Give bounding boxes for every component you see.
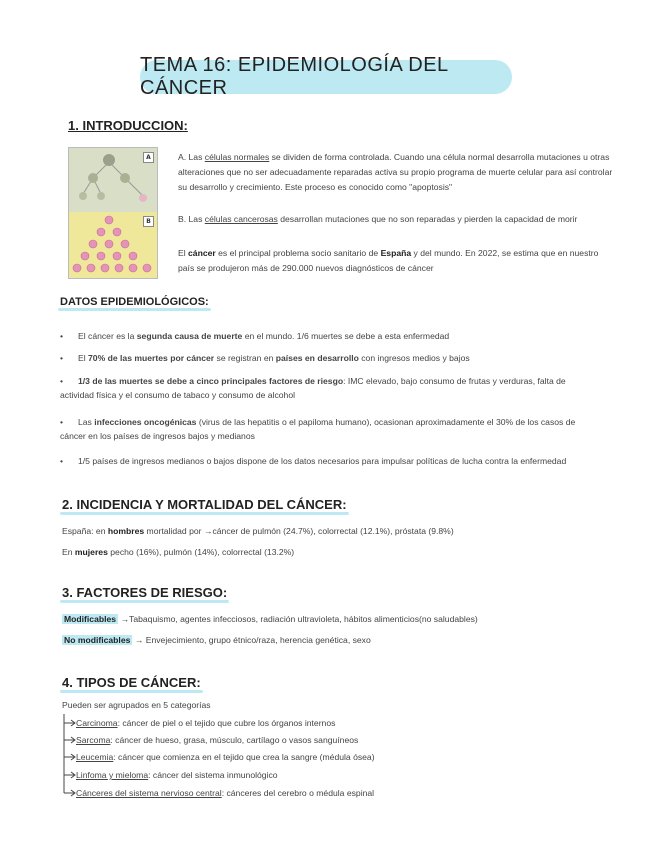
text: pecho (16%), pulmón (14%), colorrectal (13.2%)	[107, 547, 295, 557]
heading-text: 3. FACTORES DE RIESGO:	[62, 585, 228, 600]
bullet-dot: •	[60, 456, 64, 466]
para-a-underlined: células normales	[204, 152, 270, 162]
tipo-item-linfoma	[76, 769, 278, 782]
bullet-item	[60, 374, 600, 402]
factores-modificables-line	[62, 612, 478, 627]
tipos-intro: Pueden ser agrupados en 5 categorías	[62, 700, 211, 710]
modificables-label: Modificables	[64, 614, 117, 624]
text: En	[62, 547, 75, 557]
text: se registran en	[214, 353, 276, 363]
section-heading-tipos	[62, 675, 201, 690]
tipo-name: Carcinoma	[76, 718, 118, 728]
bullet-dot: •	[60, 331, 64, 341]
text: → Envejecimiento, grupo étnico/raza, herencia genética, sexo	[132, 635, 371, 645]
heading-text: 2. INCIDENCIA Y MORTALIDAD DEL CÁNCER:	[62, 497, 347, 512]
intro-paragraph-a	[178, 150, 614, 195]
tipo-desc: : cáncer de hueso, grasa, músculo, cartílago o vasos sanguíneos	[110, 735, 359, 745]
heading-text: 1. INTRODUCCION:	[68, 118, 188, 133]
para-b-rest: desarrollan mutaciones que no son reparadas y pierden la capacidad de morir	[277, 214, 578, 224]
bold-text: 1/3 de las muertes se debe a cinco principales factores de riesgo	[78, 376, 344, 386]
tipo-desc: : cánceres del cerebro o médula espinal	[221, 788, 375, 798]
text: 1/5 países de ingresos medianos o bajos dispone de los datos necesarios para impulsar políticas de lucha contra la enfermedad	[78, 456, 567, 466]
intro-paragraph-c	[178, 246, 614, 276]
text: en el mundo. 1/6 muertes se debe a esta enfermedad	[242, 331, 450, 341]
tipo-item-snc	[76, 787, 374, 800]
bold-text: segunda causa de muerte	[136, 331, 243, 341]
incidencia-mujeres-line	[62, 545, 294, 560]
text: Las	[78, 417, 95, 427]
tipo-item-leucemia	[76, 751, 375, 764]
bold-text: mujeres	[74, 547, 108, 557]
text: El cáncer es la	[78, 331, 137, 341]
bold-text: infecciones oncogénicas	[94, 417, 197, 427]
cell-division-illustration	[68, 147, 158, 279]
para-b-underlined: células cancerosas	[204, 214, 278, 224]
para-a-prefix: A. Las	[178, 152, 205, 162]
para-c-3: y del mundo. En 2022, se estima que en nuestro país se produjeron más de 290.000 nuevos diagnósticos de cáncer	[178, 248, 599, 273]
page-title: TEMA 16: EPIDEMIOLOGÍA DEL CÁNCER	[140, 60, 512, 94]
para-c-2: es el principal problema socio sanitario de	[215, 248, 381, 258]
text: mortalidad por →cáncer de pulmón (24.7%), colorrectal (12.1%), próstata (9.8%)	[144, 526, 454, 536]
normal-cells-panel	[69, 148, 157, 212]
intro-paragraph-b	[178, 212, 614, 227]
tipo-item-carcinoma	[76, 717, 335, 730]
bullet-dot: •	[60, 376, 64, 386]
text: España: en	[62, 526, 108, 536]
label-a: A	[143, 152, 154, 163]
tipo-name: Cánceres del sistema nervioso central	[76, 788, 222, 798]
heading-text: 4. TIPOS DE CÁNCER:	[62, 675, 201, 690]
tipo-desc: : cáncer que comienza en el tejido que crea la sangre (médula ósea)	[113, 752, 375, 762]
tipo-name: Sarcoma	[76, 735, 111, 745]
text: El	[78, 353, 89, 363]
tipo-name: Linfoma y mieloma	[76, 770, 149, 780]
text: con ingresos medios y bajos	[358, 353, 470, 363]
para-c-bold-cancer: cáncer	[188, 248, 216, 258]
bullet-item	[60, 415, 600, 443]
section-heading-introduccion	[68, 118, 188, 133]
section-heading-datos	[60, 296, 209, 308]
label-b: B	[143, 216, 154, 227]
bold-text: hombres	[107, 526, 145, 536]
para-b-prefix: B. Las	[178, 214, 205, 224]
text: →Tabaquismo, agentes infecciosos, radiación ultravioleta, hábitos alimenticios(no saludables)	[118, 614, 478, 624]
bullet-dot: •	[60, 353, 64, 363]
text: : IMC elevado, bajo consumo de frutas y verduras, falta de actividad física y el consumo de tabaco y consumo de alcohol	[60, 376, 566, 400]
no-modificables-label: No modificables	[64, 635, 131, 645]
incidencia-hombres-line	[62, 524, 454, 539]
tipo-item-sarcoma	[76, 734, 358, 747]
tipo-name: Leucemia	[76, 752, 114, 762]
bullet-item	[60, 329, 600, 343]
bold-text: 70% de las muertes por cáncer	[88, 353, 215, 363]
factores-no-modificables-line	[62, 633, 371, 648]
para-c-bold-espana: España	[380, 248, 412, 258]
bullet-dot: •	[60, 417, 64, 427]
text: (virus de las hepatitis o el papiloma humano), ocasionan aproximadamente el 30% de los casos de cáncer en los países de ingresos bajos y medianos	[60, 417, 576, 441]
section-heading-factores	[62, 585, 227, 600]
bold-text: países en desarrollo	[275, 353, 359, 363]
para-a-rest: se dividen de forma controlada. Cuando una célula normal desarrolla mutaciones u otras alteraciones que no ser adecuadamente reparadas activa su propio programa de muerte celular para así controlar su desarrollo y crecimiento. Este proceso es conocido como "apoptosis"	[178, 152, 613, 192]
bullet-item	[60, 351, 600, 365]
bullet-item	[60, 454, 600, 468]
heading-text: DATOS EPIDEMIOLÓGICOS:	[60, 296, 209, 308]
section-heading-incidencia	[62, 497, 347, 512]
cancer-cells-panel	[69, 212, 157, 278]
tipo-desc: : cáncer de piel o el tejido que cubre los órganos internos	[117, 718, 336, 728]
para-c-1: El	[178, 248, 189, 258]
tipo-desc: : cáncer del sistema inmunológico	[148, 770, 278, 780]
